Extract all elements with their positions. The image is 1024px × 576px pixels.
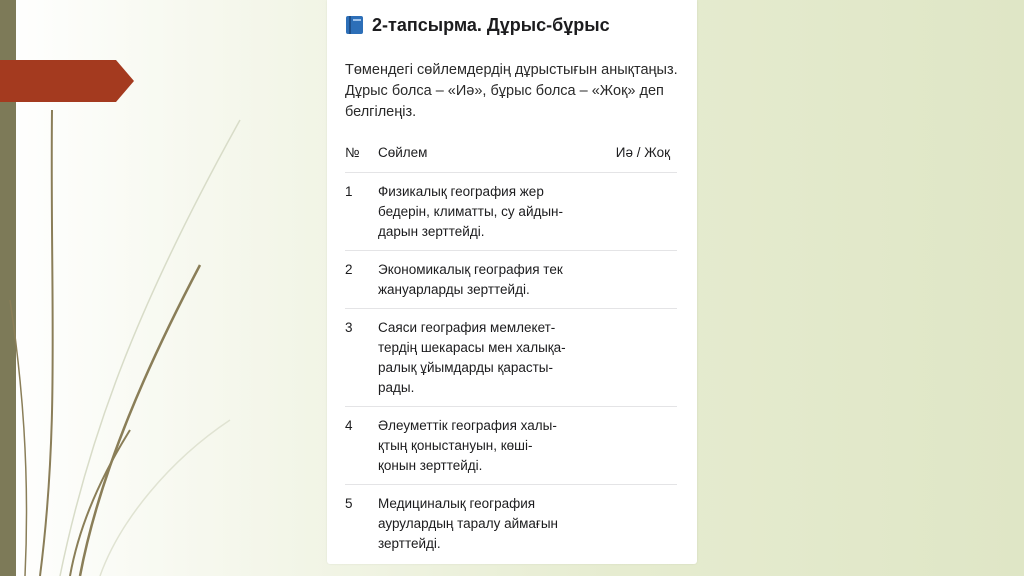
blue-book-icon (345, 15, 364, 35)
row-number: 2 (345, 262, 353, 277)
header-sentence: Сөйлем (378, 145, 428, 160)
instructions-text: Төмендегі сөйлемдердің дұрыстығын анықтаңыз. Дұрыс болса – «Иә», бұрыс болса – «Жоқ» деп белгілеңіз. (345, 62, 678, 120)
table-header (345, 145, 677, 165)
table-row (345, 308, 677, 407)
table-row (345, 250, 677, 309)
task-title: 2-тапсырма. Дұрыс-бұрыс (372, 14, 610, 35)
row-number: 1 (345, 184, 353, 199)
header-answer: Иә / Жоқ (615, 145, 670, 160)
row-sentence: Физикалық география жер бедерін, климатты, су айдын- дарын зерттейді. (378, 184, 564, 239)
task-card (327, 0, 697, 564)
arrow-banner (0, 60, 134, 102)
row-sentence: Саяси география мемлекет- тердің шекарасы мен халықа- ралық ұйымдарды қарасты- рады. (378, 320, 566, 395)
table-row (345, 406, 677, 485)
row-answer-cell[interactable] (607, 416, 677, 436)
row-number: 3 (345, 320, 353, 335)
row-sentence: Экономикалық география тек жануарларды зерттейді. (378, 262, 563, 297)
row-sentence: Медициналық география аурулардың таралу аймағын зерттейді. (378, 496, 558, 551)
row-sentence: Әлеуметтік география халы- қтың қоныстануын, көші- қонын зерттейді. (378, 418, 557, 473)
row-answer-cell[interactable] (607, 494, 677, 514)
row-answer-cell[interactable] (607, 182, 677, 202)
table-row (345, 172, 677, 251)
row-answer-cell[interactable] (607, 318, 677, 338)
header-number: № (345, 145, 360, 160)
title-row (345, 12, 610, 38)
row-number: 4 (345, 418, 353, 433)
row-number: 5 (345, 496, 353, 511)
table-row (345, 484, 677, 563)
row-answer-cell[interactable] (607, 260, 677, 280)
